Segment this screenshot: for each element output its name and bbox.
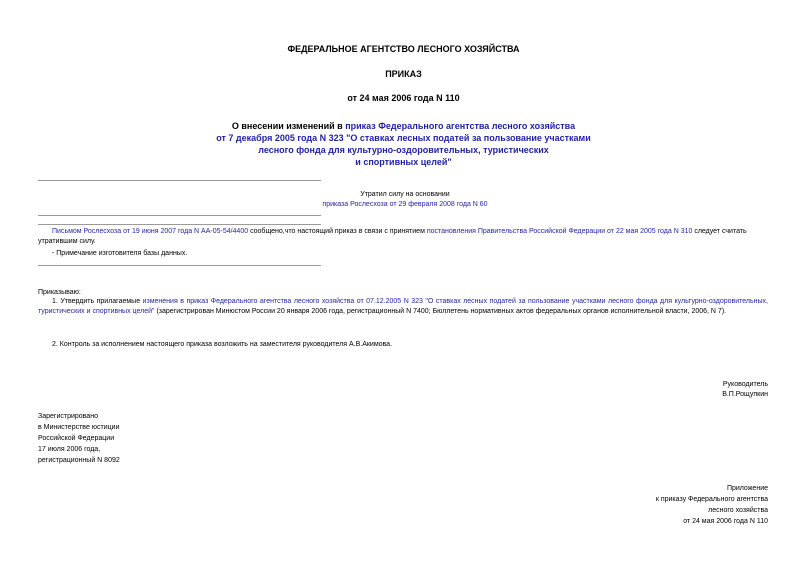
registration-line-2: в Министерстве юстиции xyxy=(38,424,120,431)
title-link-line-1[interactable]: приказ Федерального агентства лесного хозяйства xyxy=(345,121,576,131)
document-title xyxy=(0,120,807,168)
p1-start: 1. Утвердить прилагаемые xyxy=(52,298,143,305)
p1-end: (зарегистрирован Минюстом России 20 января 2006 года, регистрационный N 7400; Бюллетень нормативных актов федеральных органов исполнительной власти, 2006, N 7). xyxy=(154,308,727,315)
paragraph-2: 2. Контроль за исполнением настоящего приказа возложить на заместителя руководителя А.В.Акимова. xyxy=(52,341,393,348)
divider-status-2 xyxy=(38,224,321,225)
status-link[interactable]: приказа Рослесхоза от 29 февраля 2008 года N 60 xyxy=(322,201,488,208)
db-note: - Примечание изготовителя базы данных. xyxy=(52,250,188,257)
title-prefix: О внесении изменений в xyxy=(231,121,346,131)
status-block xyxy=(280,190,530,210)
registration-line-1: Зарегистрировано xyxy=(38,413,98,420)
divider-status-1 xyxy=(38,215,321,216)
signature-position: Руководитель xyxy=(722,381,768,388)
order-word: Приказываю: xyxy=(38,289,81,296)
note-link-resolution[interactable]: постановления Правительства Российской Федерации от 22 мая 2005 года N 310 xyxy=(426,228,693,235)
appendix-line-4: от 24 мая 2006 года N 110 xyxy=(683,518,768,525)
p1-link[interactable]: изменения в приказ Федерального агентства лесного хозяйства от 07.12.2005 N 323 "О ставках лесных податей за пользование участками лесного фонда для культурно-оздоровительных, туристических и спортивных целей" xyxy=(38,298,768,315)
divider-top xyxy=(38,180,321,181)
signature-block xyxy=(722,380,768,400)
registration-line-4: 17 июля 2006 года, xyxy=(38,446,101,453)
note-text-2: следует считать утратившим силу. xyxy=(38,228,747,245)
editorial-note xyxy=(38,227,768,259)
status-text: Утратил силу на основании xyxy=(360,191,450,198)
title-link-line-3[interactable]: лесного фонда для культурно-оздоровительных, туристических xyxy=(258,145,549,155)
appendix-line-3: лесного хозяйства xyxy=(708,507,768,514)
appendix-line-2: к приказу Федерального агентства xyxy=(655,496,768,503)
appendix-line-1: Приложение xyxy=(726,485,768,492)
title-link-line-2[interactable]: от 7 декабря 2005 года N 323 "О ставках лесных податей за пользование участками xyxy=(216,133,591,143)
signature-name: В.П.Рощупкин xyxy=(722,391,768,398)
divider-note xyxy=(38,265,321,266)
note-link-letter[interactable]: Письмом Рослесхоза от 19 июня 2007 года N АА-05-54/4400 xyxy=(52,228,249,235)
registration-line-3: Российской Федерации xyxy=(38,435,115,442)
document-date-number: от 24 мая 2006 года N 110 xyxy=(347,93,460,103)
document-type: ПРИКАЗ xyxy=(385,69,422,79)
appendix-block xyxy=(656,483,768,527)
agency-name: ФЕДЕРАЛЬНОЕ АГЕНТСТВО ЛЕСНОГО ХОЗЯЙСТВА xyxy=(287,44,520,54)
paragraph-1 xyxy=(38,297,768,317)
registration-line-5: регистрационный N 8092 xyxy=(38,457,120,464)
note-text-1: сообщено,что настоящий приказ в связи с принятием xyxy=(248,228,427,235)
registration-block xyxy=(38,411,120,466)
title-link-line-4[interactable]: и спортивных целей" xyxy=(355,157,452,167)
